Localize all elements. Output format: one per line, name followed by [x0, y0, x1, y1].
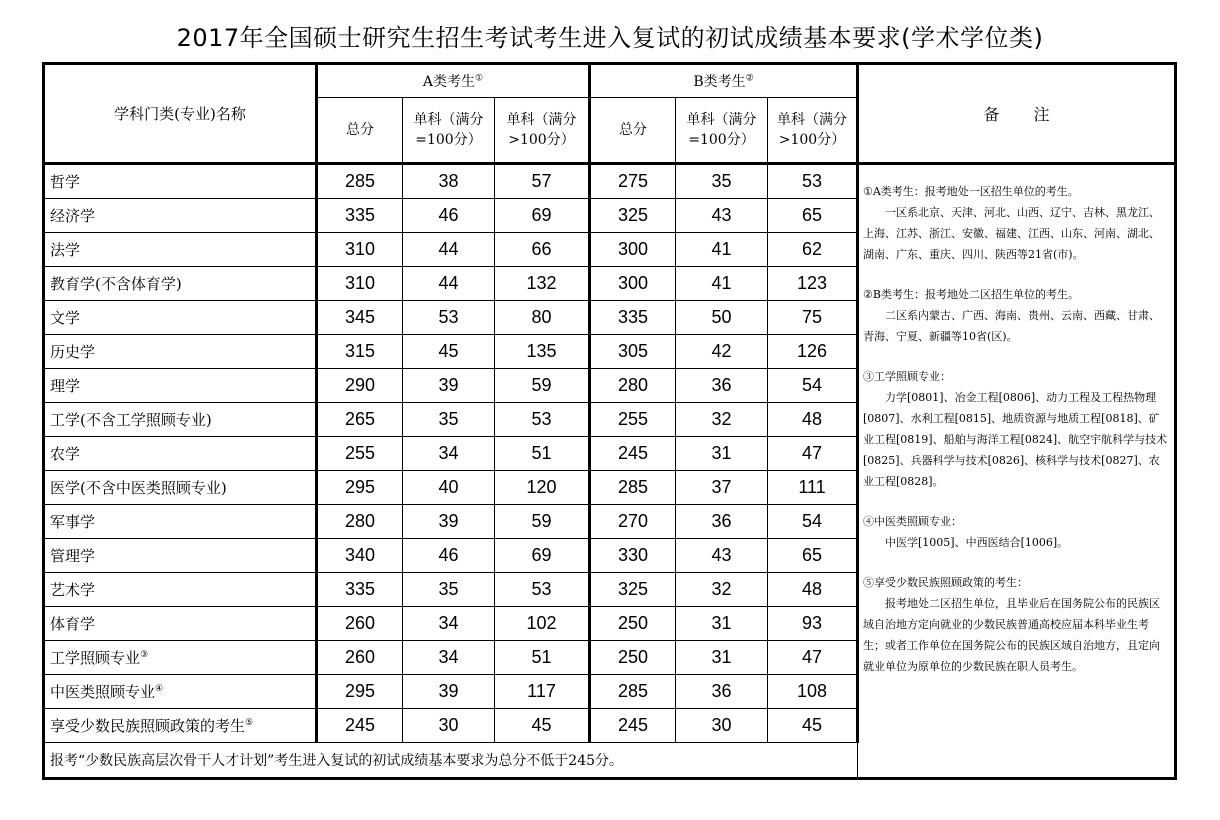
score-a-total: 290: [317, 369, 403, 403]
score-a-total: 260: [317, 641, 403, 675]
score-a-s100: 38: [403, 164, 495, 199]
subject-name: 文学: [44, 301, 317, 335]
subject-name: 经济学: [44, 199, 317, 233]
score-b-sgt: 111: [768, 471, 858, 505]
note-heading: ④中医类照顾专业：: [863, 515, 962, 528]
score-a-total: 255: [317, 437, 403, 471]
score-a-sgt: 53: [495, 403, 590, 437]
score-a-total: 295: [317, 675, 403, 709]
score-a-sgt: 59: [495, 369, 590, 403]
score-a-s100: 44: [403, 267, 495, 301]
score-b-total: 335: [590, 301, 676, 335]
score-a-s100: 39: [403, 369, 495, 403]
score-a-s100: 53: [403, 301, 495, 335]
note-block: [863, 511, 1170, 553]
note-block: [863, 366, 1170, 492]
footer-note: 报考“少数民族高层次骨干人才计划”考生进入复试的初试成绩基本要求为总分不低于245分。: [44, 743, 858, 779]
score-a-s100: 34: [403, 641, 495, 675]
subject-name: 享受少数民族照顾政策的考生⑤: [44, 709, 317, 743]
notes-panel: [858, 164, 1176, 779]
note-block: [863, 284, 1170, 347]
score-a-total: 335: [317, 573, 403, 607]
score-b-s100: 31: [676, 437, 768, 471]
score-b-sgt: 48: [768, 403, 858, 437]
score-b-s100: 32: [676, 403, 768, 437]
subject-name: 艺术学: [44, 573, 317, 607]
subject-name: 军事学: [44, 505, 317, 539]
score-a-s100: 45: [403, 335, 495, 369]
score-a-total: 310: [317, 233, 403, 267]
score-a-sgt: 59: [495, 505, 590, 539]
score-a-total: 265: [317, 403, 403, 437]
score-b-s100: 36: [676, 369, 768, 403]
note-heading: ③工学照顾专业：: [863, 370, 951, 383]
header-a-single-gt100: 单科（满分 >100分）: [495, 98, 590, 164]
score-b-s100: 37: [676, 471, 768, 505]
subject-name: 中医类照顾专业④: [44, 675, 317, 709]
header-subject-name: 学科门类(专业)名称: [44, 64, 317, 164]
score-b-total: 250: [590, 641, 676, 675]
subject-name: 工学(不含工学照顾专业): [44, 403, 317, 437]
score-a-total: 295: [317, 471, 403, 505]
note-heading: ⑤享受少数民族照顾政策的考生：: [863, 576, 1028, 589]
score-b-total: 270: [590, 505, 676, 539]
score-a-sgt: 120: [495, 471, 590, 505]
score-b-sgt: 45: [768, 709, 858, 743]
subject-name: 医学(不含中医类照顾专业): [44, 471, 317, 505]
score-b-sgt: 108: [768, 675, 858, 709]
score-b-s100: 35: [676, 164, 768, 199]
score-b-sgt: 75: [768, 301, 858, 335]
score-b-total: 250: [590, 607, 676, 641]
score-b-total: 305: [590, 335, 676, 369]
score-a-sgt: 69: [495, 539, 590, 573]
subject-name: 教育学(不含体育学): [44, 267, 317, 301]
score-b-total: 245: [590, 437, 676, 471]
subject-name: 理学: [44, 369, 317, 403]
note-block: [863, 181, 1170, 265]
score-a-total: 340: [317, 539, 403, 573]
score-a-sgt: 51: [495, 641, 590, 675]
subject-name: 历史学: [44, 335, 317, 369]
score-a-total: 245: [317, 709, 403, 743]
score-b-total: 285: [590, 471, 676, 505]
score-a-sgt: 66: [495, 233, 590, 267]
score-a-sgt: 69: [495, 199, 590, 233]
score-a-total: 260: [317, 607, 403, 641]
subject-name: 哲学: [44, 164, 317, 199]
score-a-s100: 35: [403, 573, 495, 607]
note-block: [863, 572, 1170, 677]
subject-name: 农学: [44, 437, 317, 471]
note-body: 一区系北京、天津、河北、山西、辽宁、吉林、黑龙江、上海、江苏、浙江、安徽、福建、江西、山东、河南、湖北、湖南、广东、重庆、四川、陕西等21省(市)。: [863, 206, 1160, 261]
score-a-s100: 40: [403, 471, 495, 505]
score-a-s100: 46: [403, 539, 495, 573]
score-a-sgt: 57: [495, 164, 590, 199]
score-a-s100: 34: [403, 437, 495, 471]
score-b-total: 285: [590, 675, 676, 709]
score-b-total: 330: [590, 539, 676, 573]
score-a-total: 280: [317, 505, 403, 539]
score-b-total: 275: [590, 164, 676, 199]
score-a-total: 315: [317, 335, 403, 369]
score-b-s100: 43: [676, 539, 768, 573]
score-b-s100: 32: [676, 573, 768, 607]
score-b-sgt: 54: [768, 369, 858, 403]
subject-name: 工学照顾专业③: [44, 641, 317, 675]
score-b-total: 300: [590, 233, 676, 267]
score-a-total: 335: [317, 199, 403, 233]
score-b-s100: 31: [676, 607, 768, 641]
score-b-sgt: 123: [768, 267, 858, 301]
score-b-total: 280: [590, 369, 676, 403]
score-a-s100: 30: [403, 709, 495, 743]
subject-name: 体育学: [44, 607, 317, 641]
score-a-sgt: 51: [495, 437, 590, 471]
score-b-s100: 31: [676, 641, 768, 675]
score-a-sgt: 53: [495, 573, 590, 607]
score-b-total: 325: [590, 573, 676, 607]
score-a-total: 345: [317, 301, 403, 335]
score-b-sgt: 54: [768, 505, 858, 539]
score-a-sgt: 117: [495, 675, 590, 709]
header-group-b: B类考生②: [590, 64, 858, 98]
score-b-total: 325: [590, 199, 676, 233]
score-b-sgt: 65: [768, 199, 858, 233]
table-row: [44, 164, 1176, 199]
score-b-s100: 36: [676, 505, 768, 539]
score-a-total: 310: [317, 267, 403, 301]
score-a-total: 285: [317, 164, 403, 199]
note-body: 报考地处二区招生单位，且毕业后在国务院公布的民族区域自治地方定向就业的少数民族普通高校应届本科毕业生考生；或者工作单位在国务院公布的民族区域自治地方，且定向就业单位为原单位的少数民族在职人员考生。: [863, 597, 1160, 673]
score-b-s100: 42: [676, 335, 768, 369]
score-table: [42, 62, 1177, 780]
score-b-sgt: 47: [768, 437, 858, 471]
score-b-s100: 41: [676, 267, 768, 301]
note-heading: ①A类考生：报考地处一区招生单位的考生。: [863, 185, 1079, 198]
header-a-single-100: 单科（满分 =100分）: [403, 98, 495, 164]
header-group-a: A类考生①: [317, 64, 590, 98]
score-b-total: 255: [590, 403, 676, 437]
header-a-total: 总分: [317, 98, 403, 164]
score-b-s100: 43: [676, 199, 768, 233]
score-a-sgt: 45: [495, 709, 590, 743]
score-b-sgt: 93: [768, 607, 858, 641]
header-b-single-gt100: 单科（满分 >100分）: [768, 98, 858, 164]
score-a-sgt: 132: [495, 267, 590, 301]
score-b-sgt: 47: [768, 641, 858, 675]
score-a-s100: 44: [403, 233, 495, 267]
score-a-sgt: 80: [495, 301, 590, 335]
score-b-total: 300: [590, 267, 676, 301]
score-b-s100: 36: [676, 675, 768, 709]
score-b-sgt: 65: [768, 539, 858, 573]
header-b-single-100: 单科（满分 =100分）: [676, 98, 768, 164]
header-notes: 备注: [858, 64, 1176, 164]
score-a-s100: 34: [403, 607, 495, 641]
score-b-s100: 50: [676, 301, 768, 335]
subject-name: 管理学: [44, 539, 317, 573]
score-b-sgt: 48: [768, 573, 858, 607]
score-b-sgt: 62: [768, 233, 858, 267]
note-body: 力学[0801]、冶金工程[0806]、动力工程及工程热物理[0807]、水利工程[0815]、地质资源与地质工程[0818]、矿业工程[0819]、船舶与海洋工程[0824]、航空宇航科学与技术[0825]、兵器科学与技术[0826]、核科学与技术[0827]、农业工程[0828]。: [863, 391, 1168, 488]
note-heading: ②B类考生：报考地处二区招生单位的考生。: [863, 288, 1079, 301]
page-title: 2017年全国硕士研究生招生考试考生进入复试的初试成绩基本要求(学术学位类): [176, 24, 1044, 52]
score-a-s100: 39: [403, 505, 495, 539]
score-b-sgt: 126: [768, 335, 858, 369]
note-body: 中医学[1005]、中西医结合[1006]。: [885, 536, 1069, 549]
header-b-total: 总分: [590, 98, 676, 164]
score-b-s100: 41: [676, 233, 768, 267]
score-a-s100: 39: [403, 675, 495, 709]
score-a-sgt: 102: [495, 607, 590, 641]
score-b-s100: 30: [676, 709, 768, 743]
note-body: 二区系内蒙古、广西、海南、贵州、云南、西藏、甘肃、青海、宁夏、新疆等10省(区)。: [863, 309, 1160, 343]
score-a-s100: 35: [403, 403, 495, 437]
score-b-total: 245: [590, 709, 676, 743]
score-a-sgt: 135: [495, 335, 590, 369]
score-b-sgt: 53: [768, 164, 858, 199]
subject-name: 法学: [44, 233, 317, 267]
score-a-s100: 46: [403, 199, 495, 233]
